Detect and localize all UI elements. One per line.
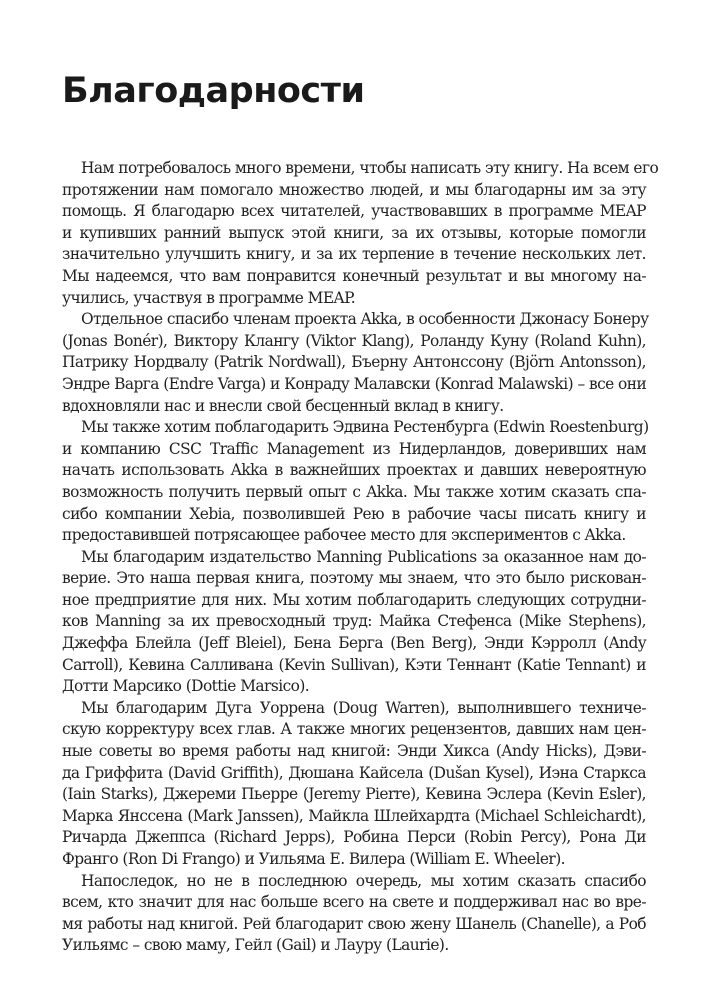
text-line: Отдельное спасибо членам проекта Akka, в особенности Джонасу Бонеру [81, 310, 649, 329]
text-line: помощь. Я благодарю всех читателей, участвовавших в программе MEAP [62, 202, 646, 221]
text-line: Уильямс – свою маму, Гейл (Gail) и Лауру (Laurie). [62, 936, 449, 955]
text-line: ков Manning за их превосходный труд: Майка Стефенса (Mike Stephens), [62, 612, 646, 631]
text-line: предоставившей потрясающее рабочее место для экспериментов с Akka. [62, 526, 626, 545]
paragraph [62, 417, 649, 547]
document-body [62, 158, 659, 957]
text-line: Марка Янссена (Mark Janssen), Майкла Шлейхардта (Michael Schleichardt), [62, 806, 646, 825]
text-line: начать использовать Akka в важнейших проектах и давших невероятную [62, 461, 646, 480]
paragraph [62, 871, 646, 957]
text-line: и компанию CSC Traffic Management из Нидерландов, доверивших нам [62, 439, 646, 458]
text-line: учились, участвуя в программе MEAP. [62, 288, 356, 307]
text-line: Мы надеемся, что вам понравится конечный результат и вы многому на- [62, 266, 646, 285]
text-line: Мы благодарим издательство Manning Publications за оказанное нам до- [81, 547, 646, 566]
text-line: Напоследок, но не в последнюю очередь, мы хотим сказать спасибо [81, 871, 646, 890]
page-title: Благодарности [62, 71, 365, 112]
text-line: мя работы над книгой. Рей благодарит свою жену Шанель (Chanelle), а Роб [62, 914, 646, 933]
text-line: Ричарда Джеппса (Richard Jepps), Робина Перси (Robin Percy), Рона Ди [62, 828, 646, 847]
text-line: да Гриффита (David Griffith), Дюшана Кайсела (Dušan Kysel), Иэна Старкса [62, 763, 646, 782]
text-line: и купивших ранний выпуск этой книги, за их отзывы, которые помогли [62, 223, 646, 242]
text-line: Мы благодарим Дуга Уоррена (Doug Warren), выполнившего техниче- [81, 698, 646, 717]
paragraph [62, 158, 659, 309]
text-line: ное предприятие для них. Мы хотим поблагодарить следующих сотрудни- [62, 590, 646, 609]
text-line: Эндре Варга (Endre Varga) и Конраду Малавски (Konrad Malawski) – все они [62, 374, 647, 393]
text-line: верие. Это наша первая книга, поэтому мы знаем, что это было рискован- [62, 569, 646, 588]
text-line: Дотти Марсико (Dottie Marsico). [62, 677, 310, 696]
text-line: Нам потребовалось много времени, чтобы написать эту книгу. На всем его [81, 159, 659, 177]
text-line: сибо компании Xebia, позволившей Рею в рабочие часы писать книгу и [62, 504, 646, 523]
text-line: Франго (Ron Di Frango) и Уильяма Е. Вилера (William E. Wheeler). [62, 850, 566, 868]
paragraph [62, 698, 646, 871]
text-line: вдохновляли нас и внесли свой бесценный вклад в книгу. [62, 396, 504, 415]
text-line: возможность получить первый опыт с Akka. Мы также хотим сказать спа- [62, 482, 646, 501]
text-line: (Jonas Bonér), Виктору Клангу (Viktor Klang), Роланду Куну (Roland Kuhn), [62, 331, 646, 350]
text-line: Джеффа Блейла (Jeff Bleiel), Бена Берга (Ben Berg), Энди Кэрролл (Andy [62, 634, 646, 653]
text-line: Патрику Нордвалу (Patrik Nordwall), Бъерну Антонссону (Björn Antonsson), [62, 353, 646, 372]
text-line: (Iain Starks), Джереми Пьерре (Jeremy Pierre), Кевина Эслера (Kevin Esler), [62, 785, 646, 804]
text-line: протяжении нам помогало множество людей, и мы благодарны им за эту [62, 180, 646, 199]
text-line: ные советы во время работы над книгой: Энди Хикса (Andy Hicks), Дэви- [62, 742, 646, 761]
paragraph [62, 547, 646, 698]
text-line: значительно улучшить книгу, и за их терпение в течение нескольких лет. [62, 245, 646, 264]
text-line: Carroll), Кевина Салливана (Kevin Sullivan), Кэти Теннант (Katie Tennant) и [62, 655, 646, 674]
text-line: Мы также хотим поблагодарить Эдвина Рестенбурга (Edwin Roestenburg) [81, 418, 649, 437]
text-line: всем, кто значит для нас больше всего на свете и поддерживал нас во вре- [62, 893, 646, 912]
paragraph [62, 309, 649, 417]
text-line: скую корректуру всех глав. А также многих рецензентов, давших нам цен- [62, 720, 646, 739]
